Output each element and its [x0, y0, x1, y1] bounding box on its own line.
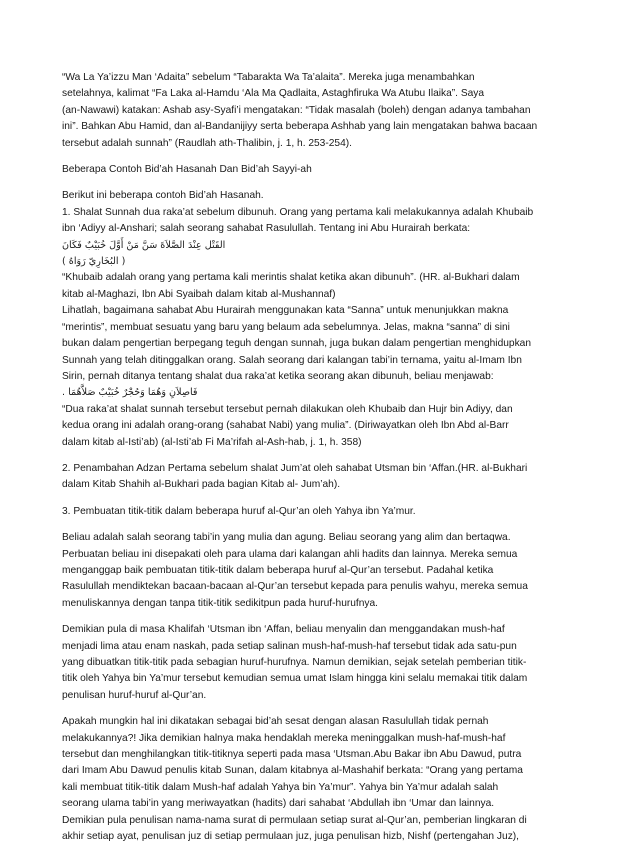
paragraph-qunut-addition: “Wa La Ya’izzu Man ‘Adaita” sebelum “Tabarakta Wa Ta’alaita”. Mereka juga menambahkan setelahnya, kalimat “Fa Laka al-Hamdu ‘Ala Ma Qadlaita, Astaghfiruka Wa Atubu Ilaika”. Saya (an-Nawawi) katakan: Ashab asy-Syafi’i mengatakan: “Tidak masalah (boleh) dengan adanya tambahan ini”. Bahkan Abu Hamid, dan al-Bandanijiyy serta beberapa Ashhab yang lain mengatakan bahwa bacaan tersebut adalah sunnah” (Raudlah ath-Thalibin, j. 1, h. 253-254).: [62, 72, 538, 149]
paragraph-yahya-description: Beliau adalah salah seorang tabi’in yang mulia dan agung. Beliau seorang yang alim dan bertaqwa. Perbuatan beliau ini disepakati oleh para ulama dari kalangan ahli hadits dan lainnya. Mereka semua menganggap baik pembuatan titik-titik dalam beberapa huruf al-Qur’an tersebut. Padahal ketika Rasulullah mendiktekan bacaan-bacaan al-Qur’an tersebut kepada para penulis wahyu, mereka semua menuliskannya dengan tanpa titik-titik sedikitpun pada huruf-hurufnya.: [62, 532, 528, 609]
paragraph-example-1-intro: Berikut ini beberapa contoh Bid’ah Hasanah. 1. Shalat Sunnah dua raka’at sebelum dibunuh. Orang yang pertama kali melakukannya adalah Khubaib ibn ‘Adiyy al-Anshari; salah seorang sahabat Rasulullah. Tentang ini Abu Hurairah berkata:: [62, 190, 534, 235]
paragraph-bidah-question: Apakah mungkin hal ini dikatakan sebagai bid’ah sesat dengan alasan Rasulullah tidak pernah melakukannya?! Jika demikian halnya maka hendaklah mereka meninggalkan mush-haf-mush-haf tersebut dan menghilangkan titik-titiknya seperti pada masa ‘Utsman.Abu Bakar ibn Abu Dawud, putra dari Imam Abu Dawud penulis kitab Sunan, dalam kitabnya al-Mashahif berkata: “Orang yang pertama kali membuat titik-titik dalam Mush-haf adalah Yahya bin Ya’mur”. Yahya bin Ya’mur adalah salah seorang ulama tabi’in yang meriwayatkan (hadits) dari sahabat ‘Abdullah ibn ‘Umar dan lainnya. Demikian pula penulisan nama-nama surat di permulaan setiap surat al-Qur’an, pemberian lingkaran di akhir setiap ayat, penulisan juz di setiap permulaan juz, juga penulisan hizb, Nishf (pertengahan Juz),: [62, 716, 527, 843]
document-body: [62, 70, 582, 855]
arabic-quote-ibn-sirin: فَاصِلاَنِ وَهُمَا وَحُجْرٌ خُبَيْبٌ صَلاَّهُمَا .: [62, 387, 198, 399]
paragraph-utsman-mushaf: Demikian pula di masa Khalifah ‘Utsman ibn ‘Affan, beliau menyalin dan menggandakan mush-haf menjadi lima atau enam naskah, pada setiap salinan mush-haf-mush-haf tersebut tidak ada satu-pun yang dibuatkan titik-titik pada sebagian huruf-hurufnya. Namun demikian, sejak setelah pemberian titik- titik oleh Yahya bin Ya’mur tersebut kemudian semua umat Islam hingga kini selalu memakai titik dalam penulisan huruf-huruf al-Qur’an.: [62, 624, 528, 701]
paragraph-example-2: 2. Penambahan Adzan Pertama sebelum shalat Jum’at oleh sahabat Utsman bin ‘Affan.(HR. al-Bukhari dalam Kitab Shahih al-Bukhari pada bagian Kitab al- Jum’ah).: [62, 462, 528, 491]
paragraph-example-1-translation: “Dua raka’at shalat sunnah tersebut tersebut pernah dilakukan oleh Khubaib dan Hujr bin Adiyy, dan kedua orang ini adalah orang-orang (sahabat Nabi) yang mulia”. (Diriwayatkan oleh Ibn Abd al-Barr dalam kitab al-Isti’ab) (al-Isti’ab Fi Ma’rifah al-Ash-hab, j. 1, h. 358): [62, 403, 513, 448]
section-heading: Beberapa Contoh Bid’ah Hasanah Dan Bid’ah Sayyi-ah: [62, 164, 312, 176]
arabic-quote-hadith: القَتْل عِنْدَ الصَّلاَةَ سَنَّ مَنْ أَوَّلَ خُبَيْبٌ فَكَانَ: [62, 239, 226, 251]
paragraph-example-1-explanation: “Khubaib adalah orang yang pertama kali merintis shalat ketika akan dibunuh”. (HR. al-Bukhari dalam kitab al-Maghazi, Ibn Abi Syaibah dalam kitab al-Mushannaf) Lihatlah, bagaimana sahabat Abu Hurairah menggunakan kata “Sanna” untuk menunjukkan makna “merintis”, membuat sesuatu yang baru yang belaum ada sebelumnya. Jelas, makna “sanna” di sini bukan dalam pengertian berpegang teguh dengan sunnah, juga bukan dalam pengertian menghidupkan Sunnah yang telah ditinggalkan orang. Salah seorang dari kalangan tabi’in ternama, yaitu al-Imam Ibn Sirin, pernah ditanya tentang shalat dua raka’at ketika seorang akan dibunuh, beliau menjawab:: [62, 272, 531, 382]
arabic-quote-source: ( البُخَارِيّ رَوَاهُ ): [62, 256, 126, 268]
paragraph-example-3: 3. Pembuatan titik-titik dalam beberapa huruf al-Qur’an oleh Yahya ibn Ya’mur.: [62, 505, 416, 517]
